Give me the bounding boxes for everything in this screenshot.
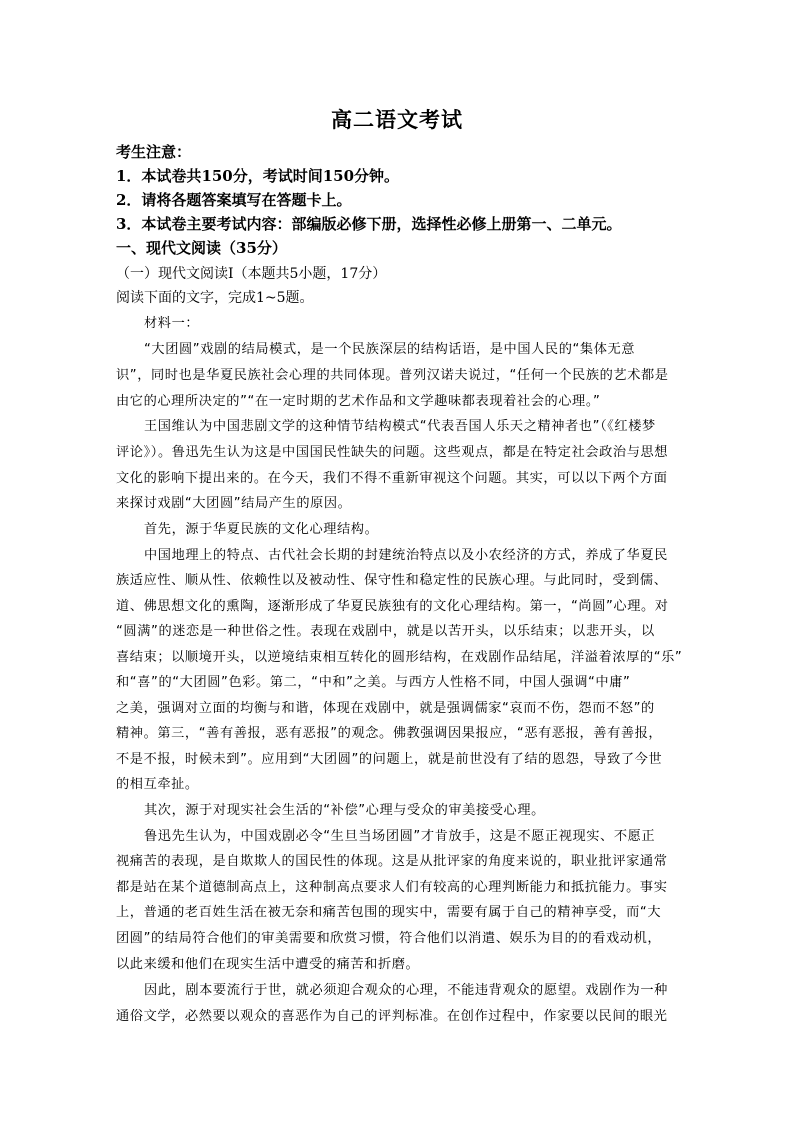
passage-line: 文化的影响下提出来的。在今天，我们不得不重新审视这个问题。其实，可以以下两个方面	[116, 471, 668, 486]
passage-line: “圆满”的迷恋是一种世俗之性。表现在戏剧中，就是以苦开头，以乐结束；以悲开头，以	[116, 624, 655, 639]
passage-line: 和“喜”的“大团圆”色彩。第二，“中和”之美。与西方人性格不同，中国人强调“中庸”	[116, 675, 631, 690]
passage-line: 族适应性、顺从性、依赖性以及被动性、保守性和稳定性的民族心理。与此同时，受到儒、	[116, 573, 668, 588]
notice-2: 2．请将各题答案填写在答题卡上。	[116, 191, 352, 209]
passage-line: 首先，源于华夏民族的文化心理结构。	[144, 522, 379, 537]
passage-line: 通俗文学，必然要以观众的喜恶作为自己的评判标准。在创作过程中，作家要以民间的眼光	[116, 1009, 668, 1024]
passage-line: 评论》）。鲁迅先生认为这是中国国民性缺失的问题。这些观点，都是在特定社会政治与思想	[116, 445, 669, 460]
passage-line: 材料一：	[144, 316, 200, 331]
passage-line: 都是站在某个道德制高点上，这种制高点要求人们有较高的心理判断能力和抵抗能力。事实	[116, 880, 668, 895]
passage-line: 鲁迅先生认为，中国戏剧必令“生旦当场团圆”才肯放手，这是不愿正视现实、不愿正	[144, 829, 656, 844]
passage-line: 识”，同时也是华夏民族社会心理的共同体现。普列汉诺夫说过，“任何一个民族的艺术都是	[116, 368, 669, 383]
section-heading: 一、现代文阅读（35分）	[116, 239, 287, 257]
passage-line: 其次，源于对现实社会生活的“补偿”心理与受众的审美接受心理。	[144, 803, 545, 818]
passage-line: 王国维认为中国悲剧文学的这种情节结构模式“代表吾国人乐天之精神者也”（《红楼梦	[144, 419, 656, 434]
passage-line: 不是不报，时候未到”。应用到“大团圆”的问题上，就是前世没有了结的恩怨，导致了今世	[116, 752, 663, 767]
passage-line: 因此，剧本要流行于世，就必须迎合观众的心理，不能违背观众的愿望。戏剧作为一种	[144, 983, 668, 998]
notice-1: 1．本试卷共150分，考试时间150分钟。	[116, 167, 400, 185]
passage-line: 来探讨戏剧“大团圆”结局产生的原因。	[116, 496, 352, 511]
subsection-heading: （一）现代文阅读Ⅰ（本题共5小题，17分）	[116, 266, 387, 282]
passage-line: 之美，强调对立面的均衡与和谐，体现在戏剧中，就是强调儒家“哀而不伤，怨而不怒”的	[116, 701, 655, 716]
passage-line: 中国地理上的特点、古代社会长期的封建统治特点以及小农经济的方式，养成了华夏民	[144, 548, 668, 563]
passage-line: 的相互牵扯。	[116, 777, 199, 792]
passage-line: 团圆”的结局符合他们的审美需要和欣赏习惯，符合他们以消遣、娱乐为目的的看戏动机，	[116, 931, 662, 946]
passage-line: 精神。第三，“善有善报，恶有恶报”的观念。佛教强调因果报应，“恶有恶报，善有善报，	[116, 726, 663, 741]
passage-line: 视痛苦的表现，是自欺欺人的国民性的体现。这是从批评家的角度来说的，职业批评家通常	[116, 854, 668, 869]
passage-line: “大团圆”戏剧的结局模式，是一个民族深层的结构话语，是中国人民的“集体无意	[144, 342, 636, 357]
passage-line: 上，普通的老百姓生活在被无奈和痛苦包围的现实中，需要有属于自己的精神享受，而“大	[116, 905, 662, 920]
notice-3: 3．本试卷主要考试内容：部编版必修下册，选择性必修上册第一、二单元。	[116, 215, 622, 233]
passage-line: 道、佛思想文化的熏陶，逐渐形成了华夏民族独有的文化心理结构。第一，“尚圆”心理。对	[116, 599, 669, 614]
notice-heading: 考生注意：	[116, 143, 192, 161]
passage-line: 喜结束；以顺境开头，以逆境结束相互转化的圆形结构，在戏剧作品结尾，洋溢着浓厚的“乐”	[116, 650, 683, 665]
exam-title: 高二语文考试	[331, 107, 463, 132]
reading-instruction: 阅读下面的文字，完成1~5题。	[116, 290, 314, 306]
passage-line: 以此来缓和他们在现实生活中遭受的痛苦和折磨。	[116, 957, 420, 972]
passage-line: 由它的心理所决定的”“在一定时期的艺术作品和文学趣味都表现着社会的心理。”	[116, 394, 601, 409]
